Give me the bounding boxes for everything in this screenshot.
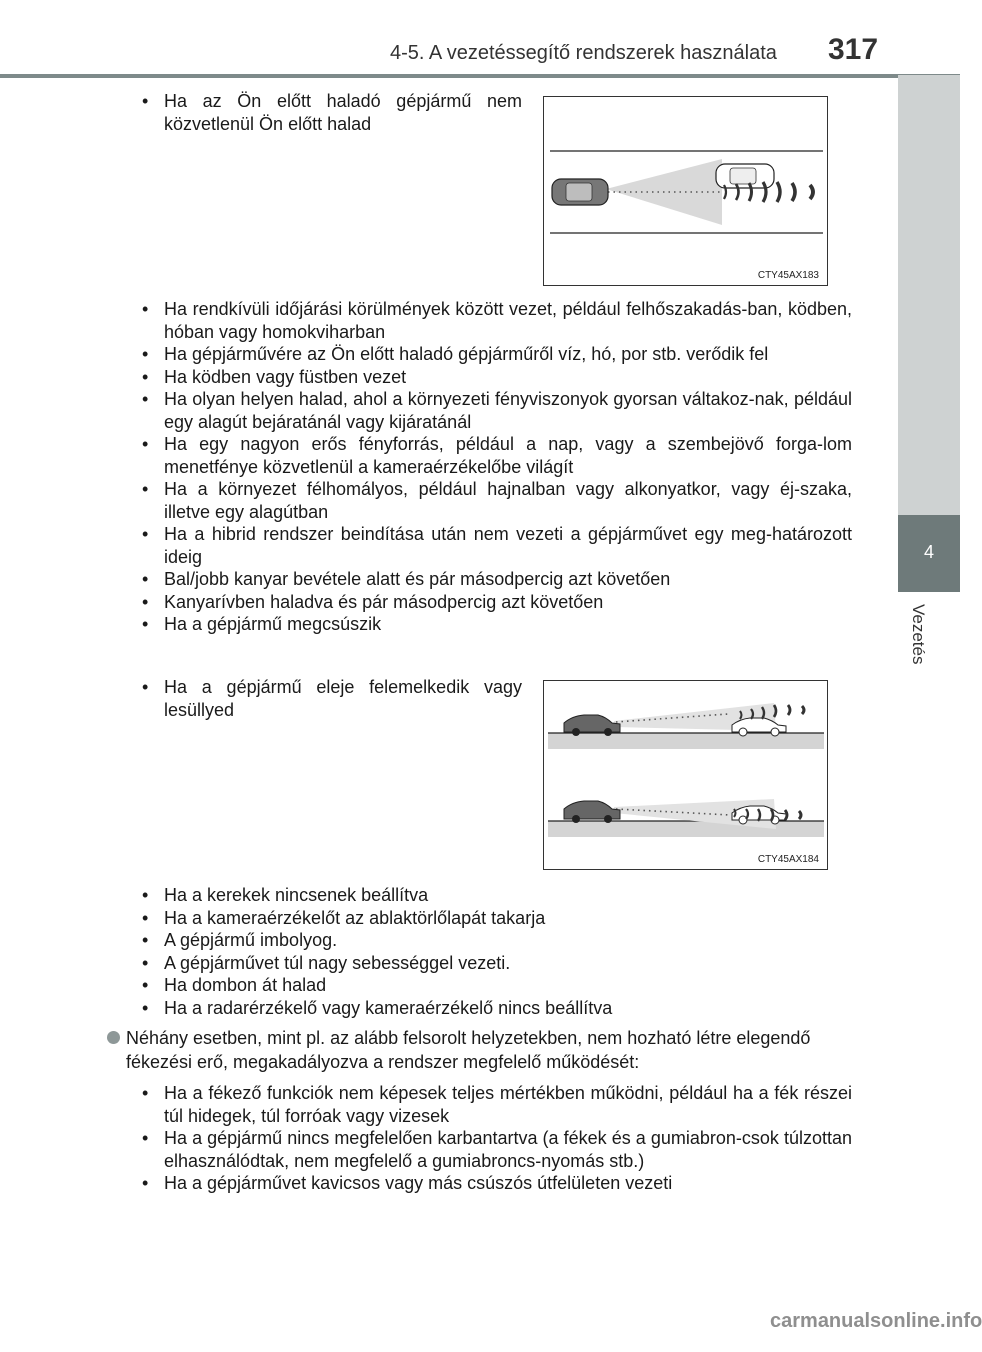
list-item: • Ha a környezet félhomályos, például hajnalban vagy alkonyatkor, vagy éj-szaka, illetve egy alagútban [140,478,852,523]
side-tab-section-label: Vezetés [909,604,928,665]
side-tab-background [898,75,960,515]
section-intro-text: Néhány esetben, mint pl. az alább felsorolt helyzetekben, nem hozható létre elegendő fékezési erő, megakadályozva a rendszer megfelelő működését: [126,1028,811,1072]
list-item: • Ha a hibrid rendszer beindítása után nem vezeti a gépjárművet egy meg-határozott ideig [140,523,852,568]
bullet-list-2 [140,298,852,636]
bullet-list-1 [140,90,522,135]
list-item: • Ha ködben vagy füstben vezet [140,366,852,389]
header-rule [0,74,960,78]
list-item: • Ha az Ön előtt haladó gépjármű nem közvetlenül Ön előtt halad [140,90,522,135]
figure-code: CTY45AX184 [757,854,819,865]
side-tab-chapter-number: 4 [923,542,934,562]
bullet-list-4 [140,884,852,1019]
list-item: • A gépjárművet túl nagy sebességgel vezeti. [140,952,852,975]
illustration-offset-vehicle [543,96,828,286]
list-item: • Ha a fékező funkciók nem képesek teljes mértékben működni, például ha a fék részei túl hidegek, túl forróak vagy vizesek [140,1082,852,1127]
list-item: • Ha a gépjármű eleje felemelkedik vagy lesüllyed [140,676,522,721]
circle-bullet-icon [107,1031,120,1044]
section-intro-paragraph [126,1026,854,1074]
list-item: • Ha dombon át halad [140,974,852,997]
radar-offset-diagram [544,97,829,287]
list-item: • Ha rendkívüli időjárási körülmények között vezet, például felhőszakadás-ban, ködben, hóban vagy homokviharban [140,298,852,343]
list-item: • Ha egy nagyon erős fényforrás, például a nap, vagy a szembejövő forga-lom menetfénye közvetlenül a kameraérzékelőbe világít [140,433,852,478]
list-item: • Ha a gépjármű megcsúszik [140,613,852,636]
list-item: • Ha gépjárművére az Ön előtt haladó gépjárműről víz, hó, por stb. verődik fel [140,343,852,366]
list-item: • Ha a gépjárművet kavicsos vagy más csúszós útfelületen vezeti [140,1172,852,1195]
radar-pitch-diagram [544,681,829,871]
list-item: • A gépjármű imbolyog. [140,929,852,952]
bullet-list-5 [140,1082,852,1195]
list-item: • Ha a radarérzékelő vagy kameraérzékelő nincs beállítva [140,997,852,1020]
list-item: • Ha a kameraérzékelőt az ablaktörlőlapát takarja [140,907,852,930]
list-item: • Ha olyan helyen halad, ahol a környezeti fényviszonyok gyorsan váltakoz-nak, például egy alagút bejáratánál vagy kijáratánál [140,388,852,433]
bullet-list-3 [140,676,522,721]
list-item: • Ha a gépjármű nincs megfelelően karbantartva (a fékek és a gumiabron-csok túlzottan elhasználódtak, nem megfelelő a gumiabroncs-nyomás stb.) [140,1127,852,1172]
watermark: carmanualsonline.info [770,1310,982,1332]
list-item: • Ha a kerekek nincsenek beállítva [140,884,852,907]
page-number: 317 [828,33,879,66]
illustration-pitching-vehicle [543,680,828,870]
chapter-title: 4-5. A vezetéssegítő rendszerek használata [390,42,777,64]
figure-code: CTY45AX183 [757,270,819,281]
list-item: • Kanyarívben haladva és pár másodpercig azt követően [140,591,852,614]
list-item: • Bal/jobb kanyar bevétele alatt és pár másodpercig azt követően [140,568,852,591]
